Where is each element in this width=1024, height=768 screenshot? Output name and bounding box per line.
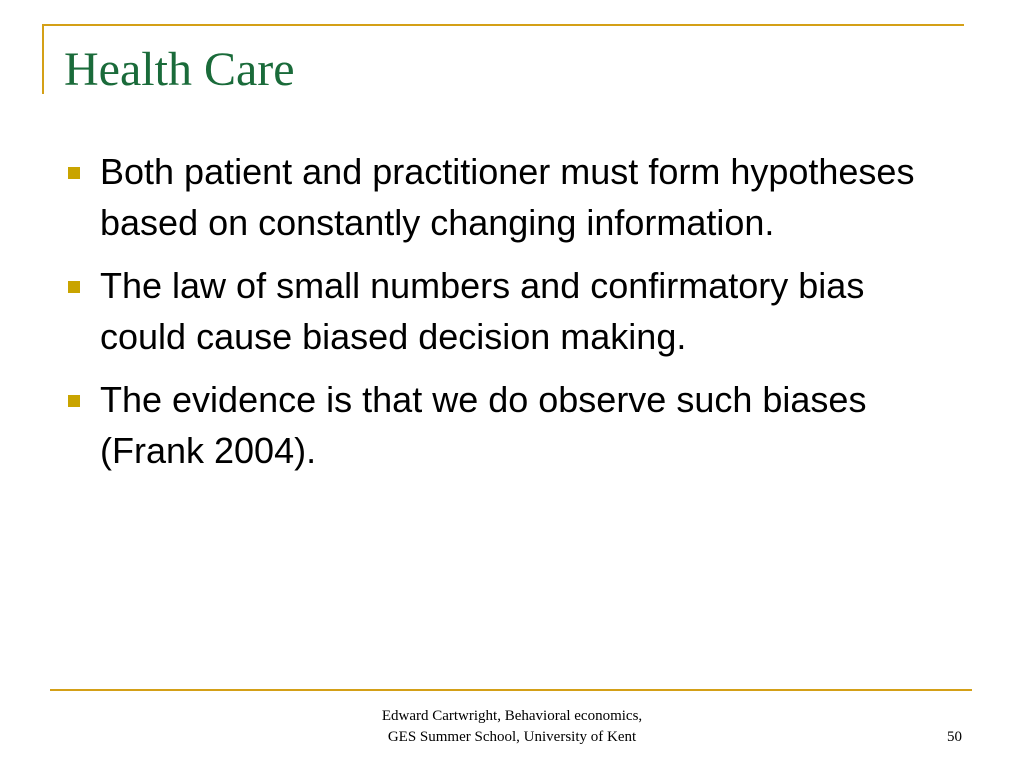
frame-left-rule (42, 24, 44, 94)
slide-title: Health Care (64, 43, 295, 96)
bullet-text: The law of small numbers and confirmatory bias could cause biased decision making. (100, 265, 865, 357)
bullet-text: The evidence is that we do observe such biases (Frank 2004). (100, 379, 867, 471)
bullet-list (64, 146, 944, 488)
page-number: 50 (947, 729, 962, 745)
frame-top-rule (42, 24, 964, 26)
footer-rule (50, 689, 972, 691)
bullet-item-1 (64, 146, 944, 248)
footer-line-1: Edward Cartwright, Behavioral economics, (381, 708, 643, 724)
bullet-text: Both patient and practitioner must form hypotheses based on constantly changing information. (100, 151, 915, 243)
bullet-item-2 (64, 260, 944, 362)
bullet-item-3 (64, 374, 944, 476)
footer-credit (312, 706, 712, 748)
square-bullet-icon (68, 395, 80, 407)
footer-line-2: GES Summer School, University of Kent (387, 729, 637, 745)
square-bullet-icon (68, 281, 80, 293)
square-bullet-icon (68, 167, 80, 179)
